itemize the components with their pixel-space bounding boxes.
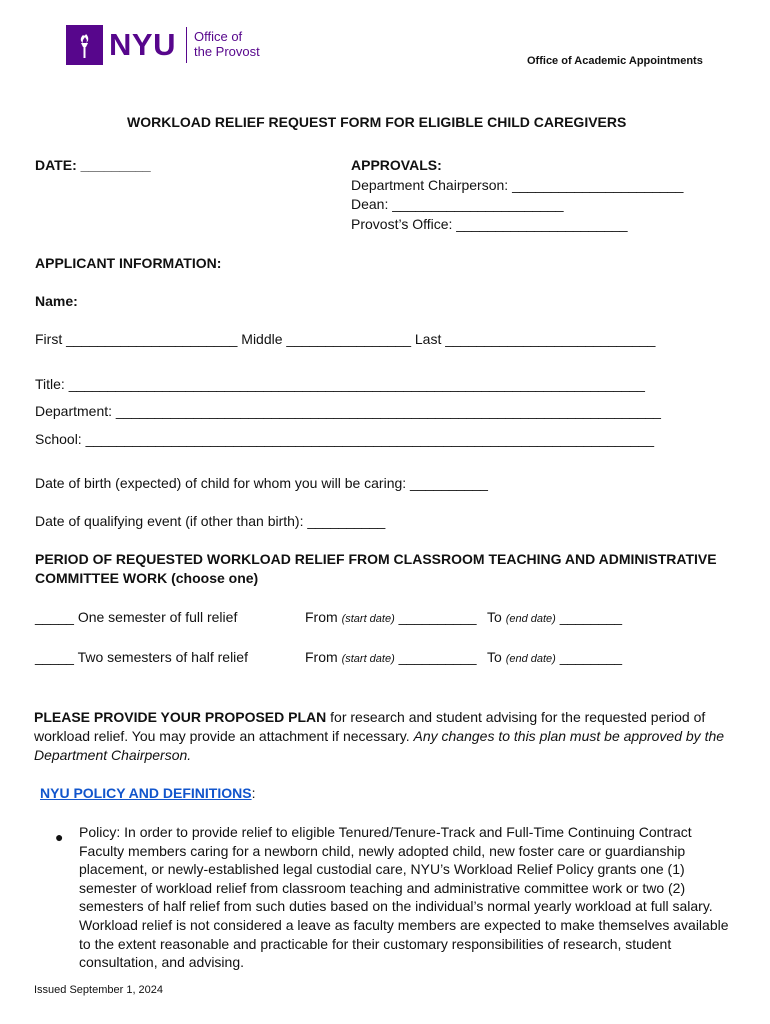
issued-date: Issued September 1, 2024 — [34, 984, 164, 996]
office-line-1: Office of — [194, 29, 243, 44]
option-half-relief-from[interactable] — [305, 649, 477, 665]
title-field[interactable]: Title: __________________________________________________________________________ — [35, 376, 645, 392]
school-field[interactable]: School: _________________________________________________________________________ — [35, 431, 654, 447]
approvals-heading: APPROVALS: — [351, 157, 442, 173]
proposed-plan-bold: PLEASE PROVIDE YOUR PROPOSED PLAN — [34, 709, 327, 725]
proposed-plan-italic: Any changes to this plan must be approved by the Department Chairperson. — [34, 728, 725, 763]
nyu-torch-logo — [66, 25, 103, 65]
proposed-plan-paragraph — [34, 708, 734, 765]
office-of-provost — [194, 29, 260, 59]
from-label: From — [305, 609, 338, 625]
form-title: WORKLOAD RELIEF REQUEST FORM FOR ELIGIBLE CHILD CAREGIVERS — [127, 114, 627, 130]
bullet-icon: ● — [55, 829, 64, 845]
to-label: To — [487, 649, 502, 665]
end-date-hint: (end date) — [505, 653, 556, 665]
policy-colon: : — [251, 785, 256, 801]
torch-icon — [66, 25, 103, 65]
from-label: From — [305, 649, 338, 665]
end-date-hint: (end date) — [505, 613, 556, 625]
dean-approval-field[interactable]: Dean: ______________________ — [351, 196, 564, 212]
end-date-blank[interactable]: ________ — [559, 649, 623, 665]
logo-divider — [186, 27, 187, 63]
period-heading-line-1: PERIOD OF REQUESTED WORKLOAD RELIEF FROM CLASSROOM TEACHING AND ADMINISTRATIVE — [35, 551, 717, 567]
qualifying-event-field[interactable]: Date of qualifying event (if other than birth): __________ — [35, 513, 386, 529]
start-date-blank[interactable]: __________ — [398, 649, 477, 665]
chairperson-approval-field[interactable]: Department Chairperson: ______________________ — [351, 177, 684, 193]
proposed-plan-text: for research and student advising for the requested period of workload relief. You may provide an attachment if necessary. — [34, 709, 706, 744]
start-date-hint: (start date) — [341, 653, 395, 665]
option-full-relief[interactable]: _____ One semester of full relief — [35, 609, 238, 625]
end-date-blank[interactable]: ________ — [559, 609, 623, 625]
start-date-hint: (start date) — [341, 613, 395, 625]
option-full-relief-to[interactable] — [487, 609, 622, 625]
policy-bullet-text: Policy: In order to provide relief to eligible Tenured/Tenure-Track and Full-Time Continuing Contract Faculty members caring for a newborn child, newly adopted child, new foster care or guardianship placement, or newly-established legal custodial care, NYU’s Workload Relief Policy grants one (1) semester of workload relief from classroom teaching and administrative committee work or two (2) semesters of half relief from such duties based on the individual’s normal yearly workload at full salary. Workload relief is not considered a leave as faculty members are expected to make themselves available to the extent reasonable and practicable for their customary responsibilities of research, student consultation, and advising. — [79, 824, 729, 971]
department-field[interactable]: Department: ______________________________________________________________________ — [35, 403, 661, 419]
start-date-blank[interactable]: __________ — [398, 609, 477, 625]
child-dob-field[interactable]: Date of birth (expected) of child for whom you will be caring: __________ — [35, 475, 488, 491]
applicant-info-heading: APPLICANT INFORMATION: — [35, 255, 222, 271]
department-header: Office of Academic Appointments — [527, 55, 703, 67]
office-line-2: the Provost — [194, 44, 260, 59]
provost-approval-field[interactable]: Provost’s Office: ______________________ — [351, 216, 628, 232]
name-fields[interactable]: First ______________________ Middle ________________ Last ___________________________ — [35, 331, 656, 347]
date-field[interactable]: DATE: _________ — [35, 157, 151, 173]
option-half-relief-to[interactable] — [487, 649, 622, 665]
policy-link[interactable]: NYU POLICY AND DEFINITIONS — [40, 785, 252, 801]
to-label: To — [487, 609, 502, 625]
policy-heading — [40, 785, 255, 801]
option-half-relief[interactable]: _____ Two semesters of half relief — [35, 649, 248, 665]
period-heading-line-2: COMMITTEE WORK (choose one) — [35, 570, 259, 586]
name-label: Name: — [35, 293, 78, 309]
nyu-wordmark: NYU — [109, 27, 176, 62]
option-full-relief-from[interactable] — [305, 609, 477, 625]
